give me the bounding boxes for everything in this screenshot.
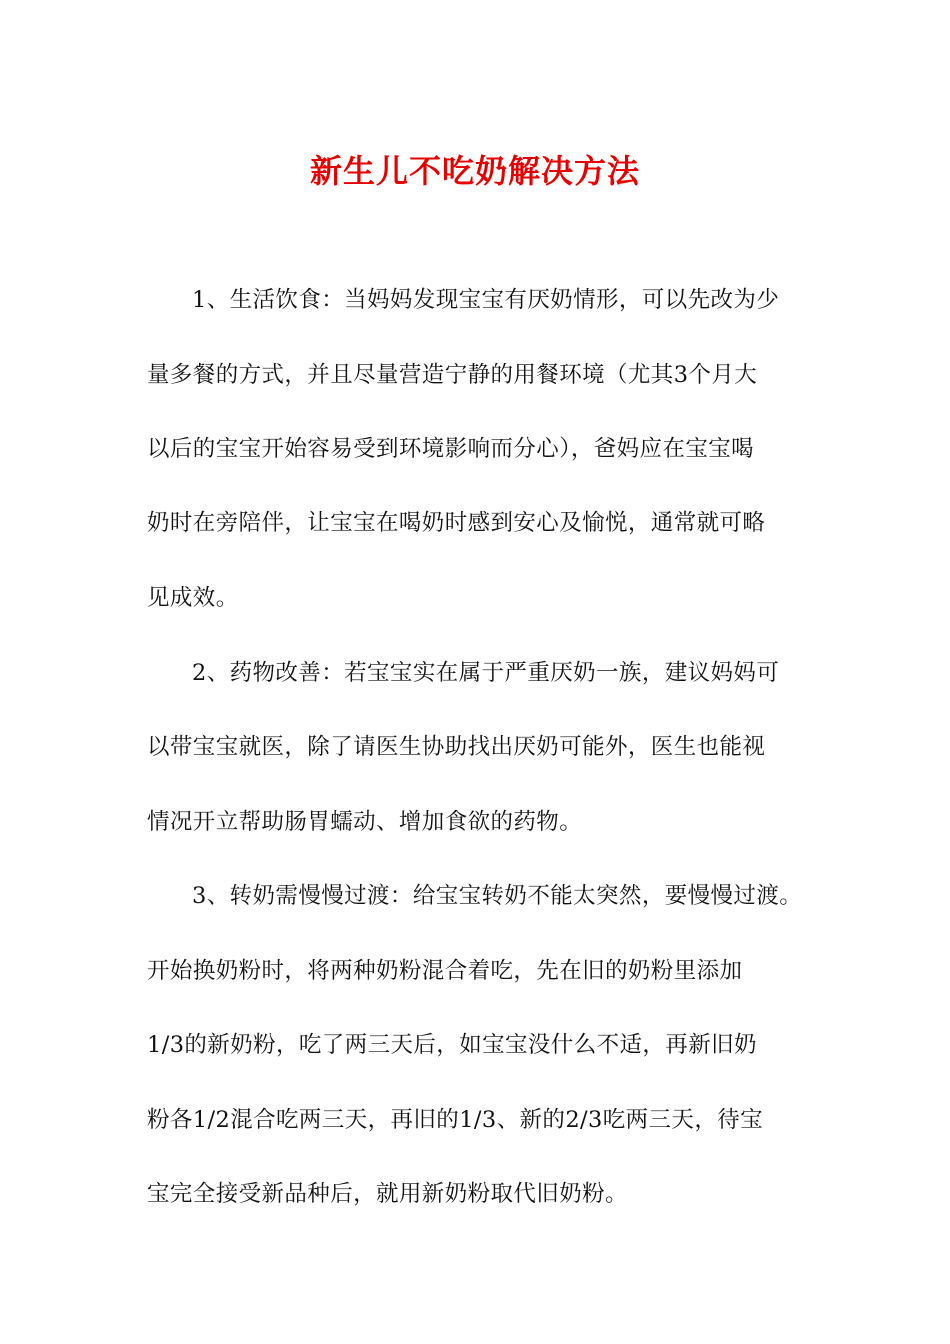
paragraph-3-line-1: 3、转奶需慢慢过渡：给宝宝转奶不能太突然，要慢慢过渡。 <box>192 883 803 909</box>
paragraph-1-line-5: 见成效。 <box>147 585 239 611</box>
paragraph-1-line-4: 奶时在旁陪伴，让宝宝在喝奶时感到安心及愉悦，通常就可略 <box>147 510 766 536</box>
paragraph-2-line-3: 情况开立帮助肠胃蠕动、增加食欲的药物。 <box>147 809 583 835</box>
document-title: 新生儿不吃奶解决方法 <box>309 152 640 190</box>
paragraph-1-line-1: 1、生活饮食：当妈妈发现宝宝有厌奶情形，可以先改为少 <box>192 287 780 313</box>
paragraph-1-line-3: 以后的宝宝开始容易受到环境影响而分心），爸妈应在宝宝喝 <box>147 436 755 462</box>
paragraph-3-line-2: 开始换奶粉时，将两种奶粉混合着吃，先在旧的奶粉里添加 <box>147 958 743 984</box>
paragraph-2-line-1: 2、药物改善：若宝宝实在属于严重厌奶一族，建议妈妈可 <box>192 660 780 686</box>
paragraph-3-line-4: 粉各1/2混合吃两三天，再旧的1/3、新的2/3吃两三天，待宝 <box>147 1107 764 1133</box>
paragraph-3-line-3: 1/3的新奶粉，吃了两三天后，如宝宝没什么不适，再新旧奶 <box>147 1032 757 1058</box>
paragraph-2-line-2: 以带宝宝就医，除了请医生协助找出厌奶可能外，医生也能视 <box>147 734 766 760</box>
paragraph-1-line-2: 量多餐的方式，并且尽量营造宁静的用餐环境（尤其3个月大 <box>147 362 758 388</box>
paragraph-3-line-5: 宝完全接受新品种后，就用新奶粉取代旧奶粉。 <box>147 1181 628 1207</box>
